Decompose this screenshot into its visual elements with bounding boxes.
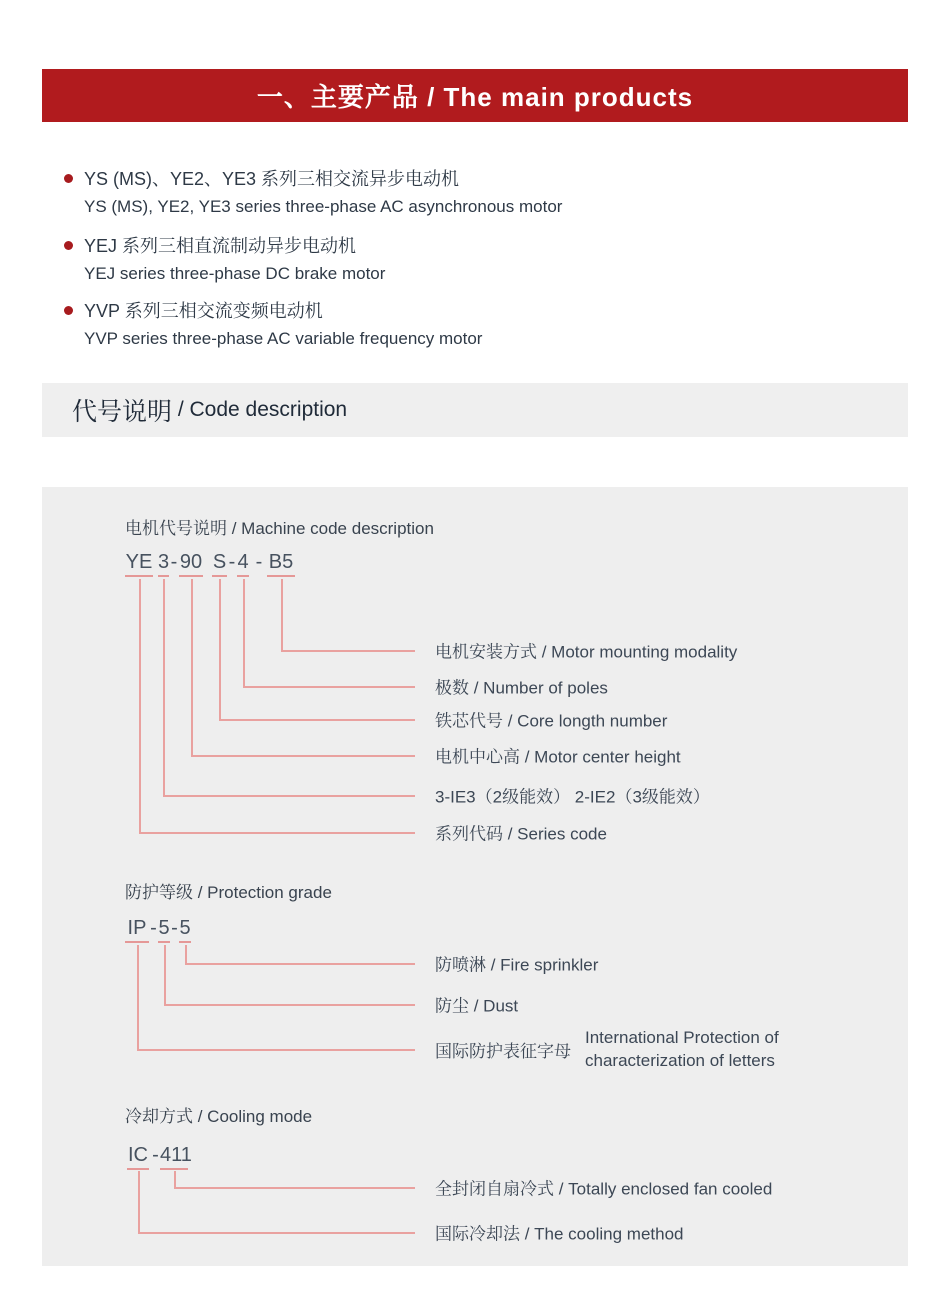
bullet-icon: [64, 306, 73, 315]
connector-line: [164, 1004, 415, 1006]
connector-line: [174, 1187, 415, 1189]
protection-label-ip: [435, 1026, 779, 1072]
product-name-en: YS (MS), YE2, YE3 series three-phase AC asynchronous motor: [84, 197, 563, 216]
product-item: [64, 166, 562, 220]
product-name-zh: YEJ 系列三相直流制动异步电动机: [84, 236, 357, 256]
code-label-core: 铁芯代号 / Core longth number: [435, 711, 668, 731]
protection-code-segment: 5: [179, 917, 191, 943]
cooling-label-enclosed: 全封闭自扇冷式 / Totally enclosed fan cooled: [435, 1179, 773, 1199]
product-name-en: YEJ series three-phase DC brake motor: [84, 264, 386, 283]
machine-code-heading: 电机代号说明 / Machine code description: [125, 519, 434, 538]
connector-line: [174, 1171, 176, 1187]
connector-line: [191, 755, 415, 757]
connector-line: [243, 579, 245, 686]
code-diagram-panel: [42, 487, 908, 1266]
cooling-code-segment: IC: [127, 1144, 149, 1170]
protection-code-segment: -: [171, 917, 178, 939]
connector-line: [281, 579, 283, 650]
protection-label-ip-en-line1: International Protection of: [585, 1028, 779, 1047]
bullet-icon: [64, 241, 73, 250]
machine-code-segment: YE: [125, 551, 153, 577]
main-products-banner: [42, 69, 908, 122]
connector-line: [191, 579, 193, 755]
product-text: [84, 298, 482, 352]
connector-line: [219, 579, 221, 719]
connector-line: [138, 1232, 415, 1234]
connector-line: [163, 579, 165, 795]
connector-line: [219, 719, 415, 721]
cooling-code-segment: 411: [160, 1144, 188, 1170]
machine-code-segment: 3: [158, 551, 169, 577]
product-name-zh: YVP 系列三相交流变频电动机: [84, 301, 323, 321]
banner-title: 一、主要产品 / The main products: [256, 82, 694, 112]
machine-code-segment: -: [255, 551, 263, 573]
connector-line: [185, 945, 187, 963]
connector-line: [138, 1171, 140, 1232]
connector-line: [185, 963, 415, 965]
machine-code-segment: S: [212, 551, 227, 577]
protection-label-sprinkler: 防喷淋 / Fire sprinkler: [435, 955, 599, 975]
protection-code-segment: -: [150, 917, 157, 939]
connector-line: [164, 945, 166, 1004]
protection-label-dust: 防尘 / Dust: [435, 996, 519, 1016]
machine-code-segment: -: [170, 551, 178, 573]
product-name-zh: YS (MS)、YE2、YE3 系列三相交流异步电动机: [84, 169, 460, 189]
protection-code-segment: IP: [125, 917, 149, 943]
connector-line: [137, 1049, 415, 1051]
protection-code-segment: 5: [158, 917, 170, 943]
connector-line: [281, 650, 415, 652]
machine-code-segment: -: [228, 551, 236, 573]
connector-line: [243, 686, 415, 688]
product-text: [84, 166, 562, 220]
protection-grade-heading: 防护等级 / Protection grade: [125, 883, 332, 902]
cooling-label-method: 国际冷却法 / The cooling method: [435, 1224, 684, 1244]
product-text: [84, 233, 385, 287]
machine-code-segment: 4: [237, 551, 249, 577]
code-label-center-height: 电机中心高 / Motor center height: [435, 747, 681, 767]
connector-line: [163, 795, 415, 797]
protection-label-ip-en: [585, 1026, 779, 1072]
bullet-icon: [64, 174, 73, 183]
protection-label-ip-zh: 国际防护表征字母: [435, 1041, 571, 1061]
cooling-code-segment: -: [152, 1144, 159, 1166]
machine-code-segment: 90: [179, 551, 203, 577]
machine-code-segment: B5: [267, 551, 295, 577]
product-item: [64, 233, 385, 287]
section-title-en: / Code description: [172, 398, 348, 421]
connector-line: [139, 832, 415, 834]
product-name-en: YVP series three-phase AC variable frequency motor: [84, 329, 483, 348]
code-label-mounting: 电机安装方式 / Motor mounting modality: [435, 642, 738, 662]
code-description-bar: [42, 383, 908, 437]
product-item: [64, 298, 482, 352]
cooling-mode-heading: 冷却方式 / Cooling mode: [125, 1107, 313, 1126]
protection-label-ip-en-line2: characterization of letters: [585, 1051, 775, 1070]
code-label-series: 系列代码 / Series code: [435, 824, 607, 844]
connector-line: [137, 945, 139, 1049]
code-label-efficiency: 3-IE3（2级能效） 2-IE2（3级能效）: [435, 787, 710, 807]
section-title-zh: 代号说明: [72, 398, 173, 426]
code-label-poles: 极数 / Number of poles: [435, 678, 608, 698]
connector-line: [139, 579, 141, 832]
